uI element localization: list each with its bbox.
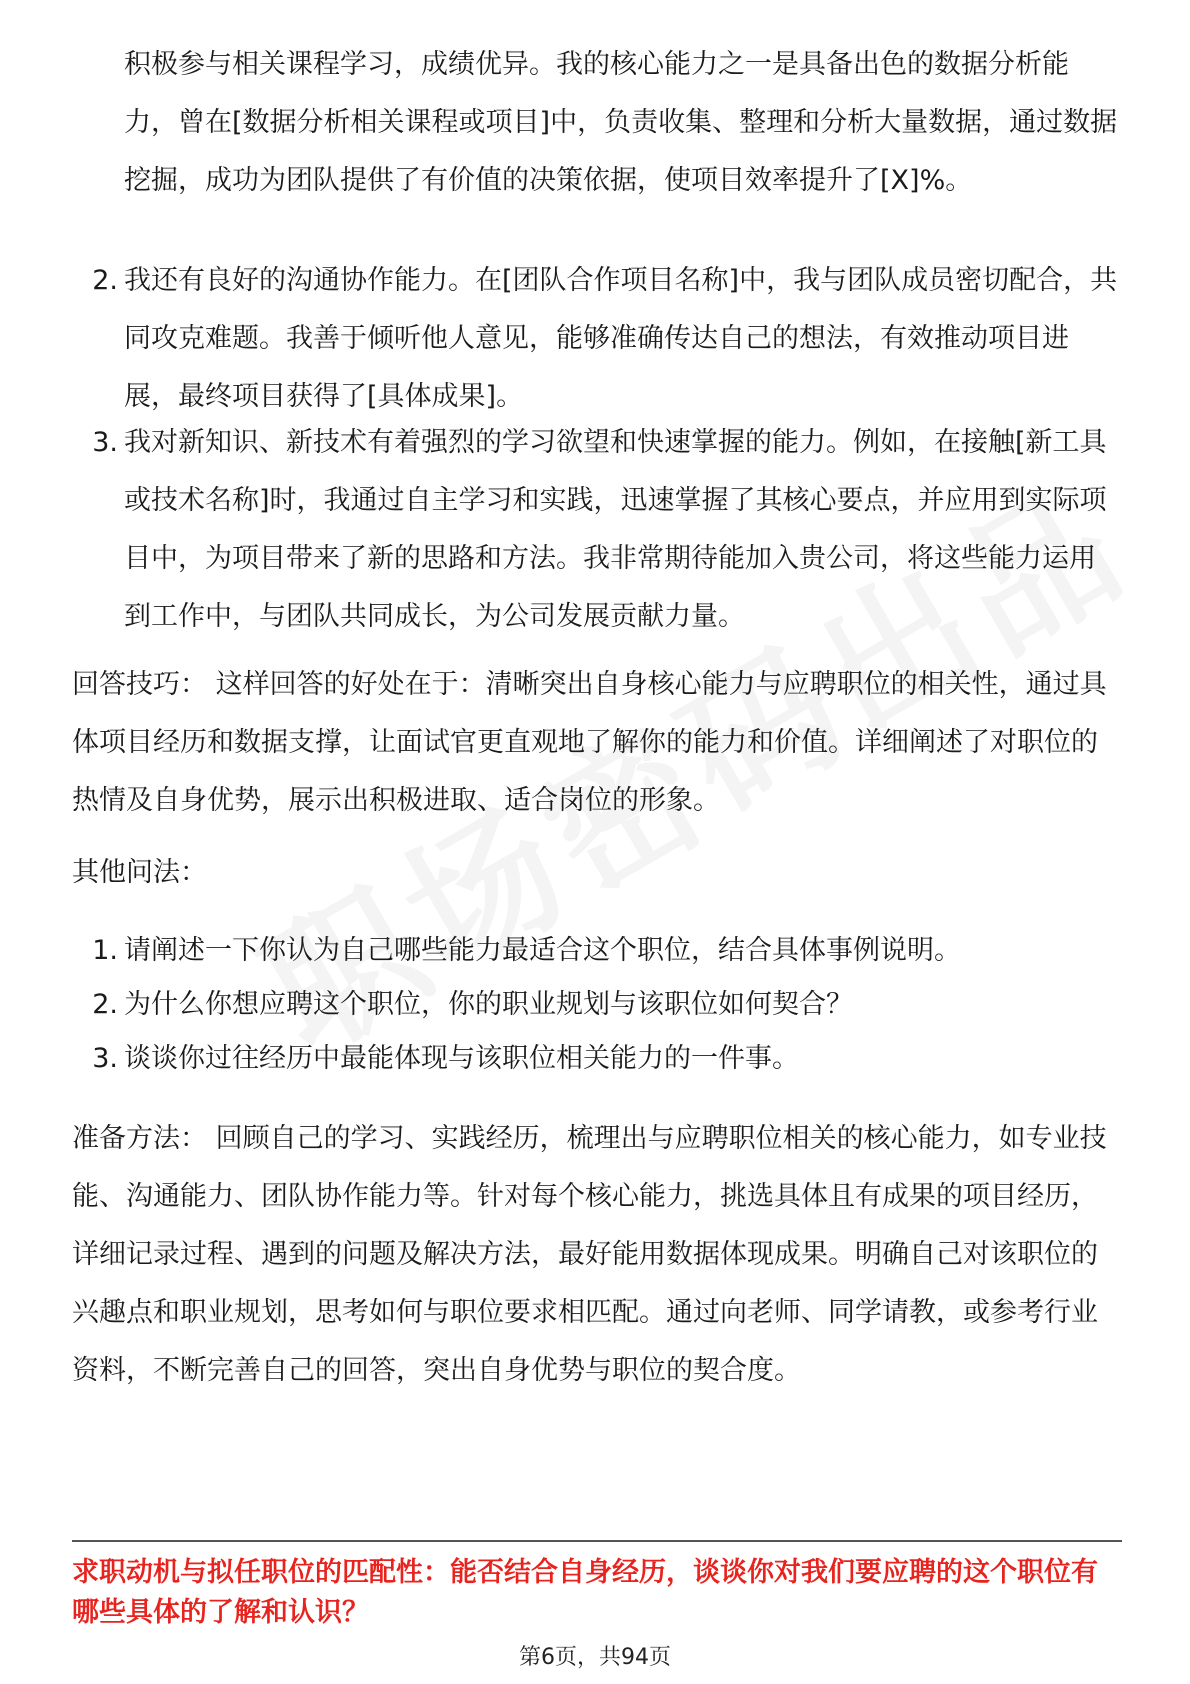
list-item-text: 我还有良好的沟通协作能力。在[团队合作项目名称]中，我与团队成员密切配合，共同攻克难题。我善于倾听他人意见，能够准确传达自己的想法，有效推动项目进展，最终项目获得了[具体成果]。 [124, 265, 1118, 412]
list-number: 2. [92, 989, 118, 1020]
other-question-item [72, 976, 1122, 1034]
list-item-text: 为什么你想应聘这个职位，你的职业规划与该职位如何契合？ [124, 989, 853, 1020]
list-number: 1. [92, 935, 118, 966]
page-number: 第6页，共94页 [519, 1645, 671, 1670]
answer-list-item [72, 252, 1122, 426]
list-item-text: 请阐述一下你认为自己哪些能力最适合这个职位，结合具体事例说明。 [124, 935, 961, 966]
continued-paragraph: 积极参与相关课程学习，成绩优异。我的核心能力之一是具备出色的数据分析能力，曾在[数据分析相关课程或项目]中，负责收集、整理和分析大量数据，通过数据挖掘，成功为团队提供了有价值的决策依据，使项目效率提升了[X]%。 [124, 49, 1118, 196]
divider [72, 1540, 1122, 1542]
list-item-text: 谈谈你过往经历中最能体现与该职位相关能力的一件事。 [124, 1043, 799, 1074]
next-question-heading: 求职动机与拟任职位的匹配性：能否结合自身经历，谈谈你对我们要应聘的这个职位有哪些具体的了解和认识？ [72, 1557, 1098, 1628]
other-question-item [72, 922, 1122, 980]
tips-paragraph: 回答技巧： 这样回答的好处在于：清晰突出自身核心能力与应聘职位的相关性，通过具体项目经历和数据支撑，让面试官更直观地了解你的能力和价值。详细阐述了对职位的热情及自身优势，展示出积极进取、适合岗位的形象。 [72, 669, 1107, 816]
list-number: 3. [92, 1043, 118, 1074]
answer-list-item [72, 414, 1122, 646]
list-item-text: 我对新知识、新技术有着强烈的学习欲望和快速掌握的能力。例如，在接触[新工具或技术名称]时，我通过自主学习和实践，迅速掌握了其核心要点，并应用到实际项目中，为项目带来了新的思路和方法。我非常期待能加入贵公司，将这些能力运用到工作中，与团队共同成长，为公司发展贡献力量。 [124, 427, 1107, 632]
preparation-paragraph: 准备方法： 回顾自己的学习、实践经历，梳理出与应聘职位相关的核心能力，如专业技能、沟通能力、团队协作能力等。针对每个核心能力，挑选具体且有成果的项目经历，详细记录过程、遇到的问题及解决方法，最好能用数据体现成果。明确自己对该职位的兴趣点和职业规划，思考如何与职位要求相匹配。通过向老师、同学请教，或参考行业资料，不断完善自己的回答，突出自身优势与职位的契合度。 [72, 1123, 1107, 1386]
other-questions-label: 其他问法： [72, 857, 207, 888]
list-number: 2. [92, 265, 118, 296]
list-number: 3. [92, 427, 118, 458]
other-question-item [72, 1030, 1122, 1088]
